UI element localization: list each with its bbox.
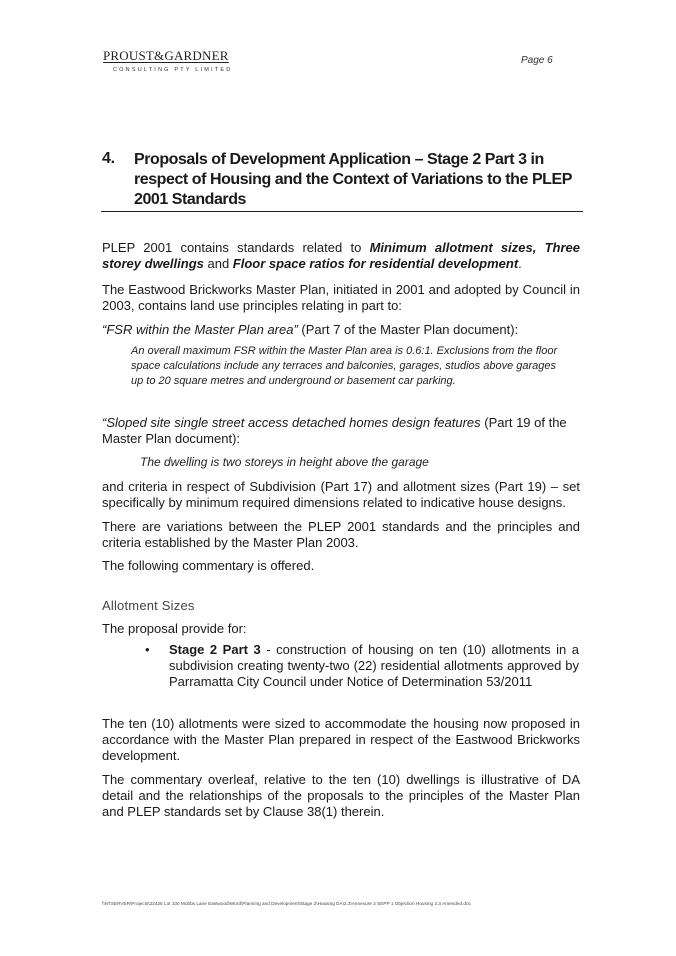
para1-text-3: . <box>518 256 522 271</box>
paragraph-ten-allotments: The ten (10) allotments were sized to accommodate the housing now proposed in accordance with the Master Plan prepared in respect of the Eastwood Brickworks development. <box>102 716 580 763</box>
page-number: Page 6 <box>521 55 553 66</box>
section-heading <box>102 150 582 210</box>
para4-italic: “Sloped site single street access detached homes design features <box>102 415 481 430</box>
paragraph-plep-standards <box>102 240 580 272</box>
paragraph-subdivision: and criteria in respect of Subdivision (Part 17) and allotment sizes (Part 19) – set specifically by minimum required dimensions related to indicative house designs. <box>102 479 580 510</box>
section-title: Proposals of Development Application – Stage 2 Part 3 in respect of Housing and the Context of Variations to the PLEP 2001 Standards <box>134 151 572 208</box>
para3-rest: (Part 7 of the Master Plan document): <box>297 322 519 337</box>
footer-file-path: \\NTSERVER\Projects\22425 Lot 100 Mobbs Lane Eastwood\Word\Planning and Development\Stage 2\Housing DA\2.3\Annexure 2 SEPP 1 Objection Housing 2.3 Amended.doc <box>102 901 471 906</box>
bullet-marker: • <box>145 642 150 657</box>
paragraph-proposal: The proposal provide for: <box>102 621 247 636</box>
paragraph-variations: There are variations between the PLEP 2001 standards and the principles and criteria established by the Master Plan 2003. <box>102 519 580 550</box>
bullet-item-stage2 <box>145 642 579 690</box>
paragraph-sloped-site <box>102 415 580 447</box>
paragraph-commentary: The following commentary is offered. <box>102 558 315 573</box>
heading-underline <box>101 211 583 212</box>
bullet-rest: - construction of housing on ten (10) allotments in a subdivision creating twenty-two (22) residential allotments approved by Parramatta City Council under Notice of Determination 53/2011 <box>169 642 579 689</box>
section-number: 4. <box>102 150 115 167</box>
para1-bold-1: Minimum allotment sizes, Three storey dwellings <box>102 240 580 271</box>
para3-italic: “FSR within the Master Plan area” <box>102 322 298 337</box>
quote-fsr: An overall maximum FSR within the Master Plan area is 0.6:1. Exclusions from the floor space calculations include any terraces and balconies, garages, studios above garages up to 20 square metres and underground or basement car parking. <box>131 345 558 387</box>
company-logo <box>103 48 243 73</box>
para1-text-2: and <box>203 256 233 271</box>
para1-text-1: PLEP 2001 contains standards related to <box>102 240 370 255</box>
subheading-allotment-sizes: Allotment Sizes <box>102 598 195 613</box>
bullet-bold: Stage 2 Part 3 <box>169 642 261 657</box>
paragraph-fsr-heading <box>102 322 580 338</box>
logo-sub-text: CONSULTING PTY LIMITED <box>113 67 233 73</box>
paragraph-master-plan: The Eastwood Brickworks Master Plan, initiated in 2001 and adopted by Council in 2003, contains land use principles relating in part to: <box>102 282 580 313</box>
quote-dwelling: The dwelling is two storeys in height above the garage <box>140 455 429 469</box>
logo-main-text: PROUST&GARDNER <box>103 48 229 63</box>
paragraph-overleaf: The commentary overleaf, relative to the ten (10) dwellings is illustrative of DA detail and the relationships of the proposals to the principles of the Master Plan and PLEP standards set by Clause 38(1) therein. <box>102 772 580 819</box>
para4-rest: (Part 19 of the Master Plan document): <box>102 415 567 446</box>
para1-bold-2: Floor space ratios for residential development <box>232 256 519 271</box>
